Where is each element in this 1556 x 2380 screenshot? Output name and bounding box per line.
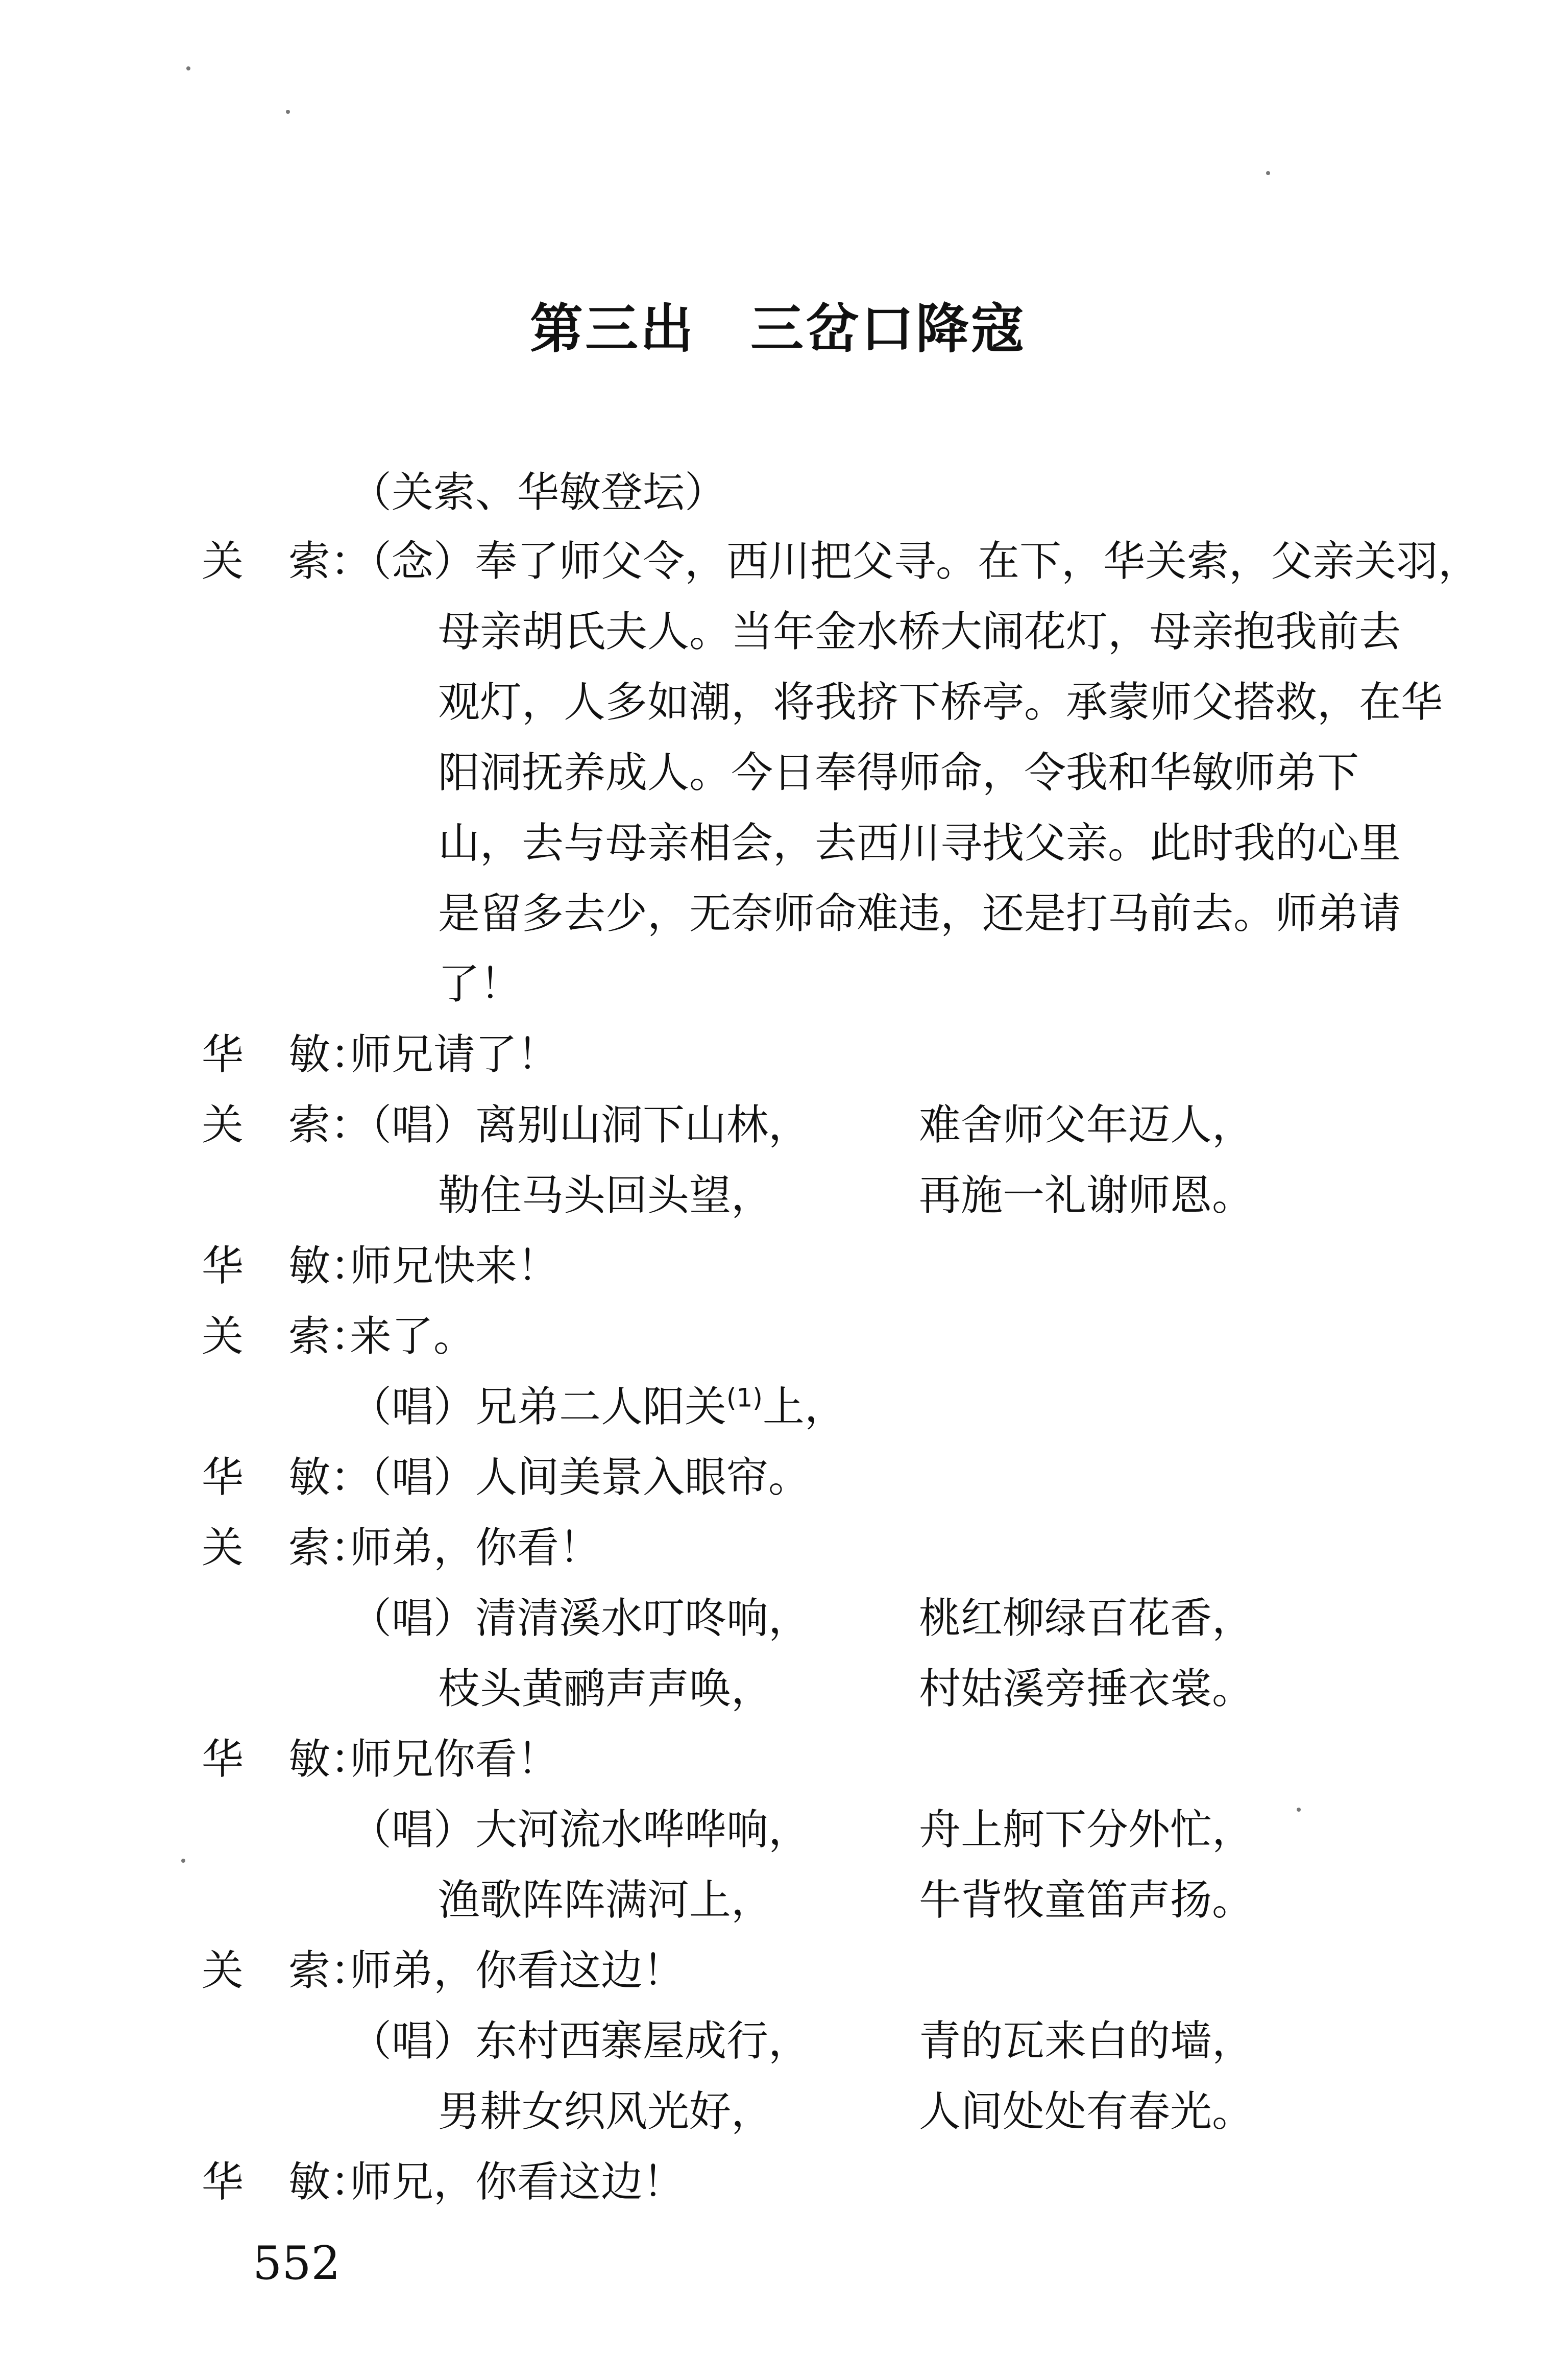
verse-line: 再施一礼谢师恩。	[919, 1171, 1254, 1220]
dialogue-line: 师弟，你看！	[350, 1524, 601, 1572]
verse-text: 上，	[762, 1383, 846, 1431]
speaker-char-1: 华	[202, 1735, 244, 1784]
verse-line: 勒住马头回头望，	[438, 1171, 773, 1220]
dialogue-line: 山，去与母亲相会，去西川寻找父亲。此时我的心里	[438, 819, 1401, 868]
verse-line: （唱）东村西寨屋成行，	[350, 2017, 811, 2065]
verse-line	[350, 1377, 846, 1438]
dialogue-line: 母亲胡氏夫人。当年金水桥大闹花灯，母亲抱我前去	[438, 608, 1401, 656]
verse-line: （唱）大河流水哗哗响，	[350, 1806, 811, 1854]
speaker-char-2: 敏：	[288, 1735, 373, 1784]
verse-line: 男耕女织风光好，	[438, 2087, 773, 2136]
verse-line: （唱）离别山洞下山林，	[350, 1101, 811, 1149]
dialogue-line: 师兄请了！	[350, 1030, 560, 1079]
dialogue-line: 观灯，人多如潮，将我挤下桥亭。承蒙师父搭救，在华	[438, 678, 1443, 727]
stage-direction: （关索、华敏登坛）	[350, 468, 727, 517]
verse-line: 青的瓦来白的墙，	[919, 2017, 1254, 2065]
verse-line: 舟上舸下分外忙，	[919, 1806, 1254, 1854]
speaker-char-1: 关	[202, 537, 244, 586]
speaker-char-2: 敏：	[288, 2158, 373, 2206]
dialogue-line: 阳洞抚养成人。今日奉得师命，令我和华敏师弟下	[438, 749, 1359, 797]
dialogue-line: 师兄快来！	[350, 1242, 560, 1290]
dialogue-line: 了！	[438, 960, 522, 1008]
speaker-char-1: 关	[202, 1312, 244, 1361]
scene-title: 第三出 三岔口降寇	[529, 298, 1026, 360]
dialogue-line: 是留多去少，无奈师命难违，还是打马前去。师弟请	[438, 890, 1401, 938]
speaker-char-2: 敏：	[288, 1030, 373, 1079]
speaker-char-1: 关	[202, 1524, 244, 1572]
dialogue-line: 师兄你看！	[350, 1735, 560, 1784]
scan-speck	[1297, 1808, 1301, 1812]
speaker-char-1: 华	[202, 1242, 244, 1290]
verse-line: （唱）人间美景入眼帘。	[350, 1453, 811, 1502]
scan-speck	[286, 110, 290, 114]
speaker-char-1: 华	[202, 1030, 244, 1079]
dialogue-line: （念）奉了师父令，西川把父寻。在下，华关索，父亲关羽，	[350, 537, 1480, 586]
verse-line: 人间处处有春光。	[919, 2087, 1254, 2136]
footnote-marker: (1)	[726, 1383, 763, 1413]
verse-line: 渔歌阵阵满河上，	[438, 1876, 773, 1925]
scan-speck	[1266, 171, 1270, 175]
dialogue-line: 来了。	[350, 1312, 476, 1361]
speaker-char-2: 索：	[288, 537, 373, 586]
scan-speck	[181, 1859, 185, 1863]
speaker-char-2: 索：	[288, 1101, 373, 1149]
verse-line: 牛背牧童笛声扬。	[919, 1876, 1254, 1925]
speaker-char-1: 关	[202, 1101, 244, 1149]
dialogue-line: 师兄，你看这边！	[350, 2158, 685, 2206]
verse-text: （唱）兄弟二人阳关	[350, 1383, 727, 1431]
verse-line: （唱）清清溪水叮咚响，	[350, 1594, 811, 1643]
speaker-char-2: 敏：	[288, 1453, 373, 1502]
speaker-char-2: 索：	[288, 1312, 373, 1361]
verse-line: 村姑溪旁捶衣裳。	[919, 1665, 1254, 1713]
speaker-char-2: 索：	[288, 1946, 373, 1995]
dialogue-line: 师弟，你看这边！	[350, 1946, 685, 1995]
verse-line: 枝头黄鹂声声唤，	[438, 1665, 773, 1713]
verse-line: 难舍师父年迈人，	[919, 1101, 1254, 1149]
verse-line: 桃红柳绿百花香，	[919, 1594, 1254, 1643]
scan-speck	[186, 66, 190, 70]
speaker-char-1: 关	[202, 1946, 244, 1995]
speaker-char-1: 华	[202, 1453, 244, 1502]
speaker-char-2: 索：	[288, 1524, 373, 1572]
speaker-char-2: 敏：	[288, 1242, 373, 1290]
page-number: 552	[253, 2237, 341, 2290]
speaker-char-1: 华	[202, 2158, 244, 2206]
